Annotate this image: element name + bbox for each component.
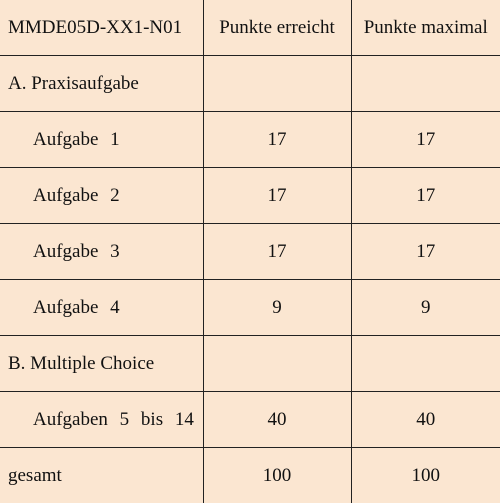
table-row (0, 168, 500, 224)
row-points-max: 9 (351, 280, 500, 336)
row-label: Aufgabe 1 (0, 112, 203, 168)
row-points-achieved: 9 (203, 280, 351, 336)
total-points-achieved: 100 (203, 448, 351, 503)
empty-cell (351, 336, 500, 392)
row-points-max: 17 (351, 112, 500, 168)
row-points-achieved: 17 (203, 112, 351, 168)
row-label: Aufgabe 3 (0, 224, 203, 280)
section-title-b: B. Multiple Choice (0, 336, 203, 392)
exam-code: MMDE05D-XX1-N01 (0, 0, 203, 56)
row-points-achieved: 17 (203, 224, 351, 280)
header-points-achieved: Punkte erreicht (203, 0, 351, 56)
section-row-b (0, 336, 500, 392)
row-label: Aufgabe 4 (0, 280, 203, 336)
total-label: gesamt (0, 448, 203, 503)
section-row-a (0, 56, 500, 112)
table-row (0, 224, 500, 280)
row-points-max: 17 (351, 224, 500, 280)
header-points-max: Punkte maximal (351, 0, 500, 56)
empty-cell (351, 56, 500, 112)
section-title-a: A. Praxisaufgabe (0, 56, 203, 112)
row-points-achieved: 17 (203, 168, 351, 224)
row-points-max: 17 (351, 168, 500, 224)
table-row (0, 280, 500, 336)
header-row (0, 0, 500, 56)
table-row (0, 392, 500, 448)
row-label: Aufgabe 2 (0, 168, 203, 224)
empty-cell (203, 56, 351, 112)
row-points-max: 40 (351, 392, 500, 448)
total-row (0, 448, 500, 503)
total-points-max: 100 (351, 448, 500, 503)
row-points-achieved: 40 (203, 392, 351, 448)
table-row (0, 112, 500, 168)
empty-cell (203, 336, 351, 392)
row-label: Aufgaben 5 bis 14 (0, 392, 203, 448)
